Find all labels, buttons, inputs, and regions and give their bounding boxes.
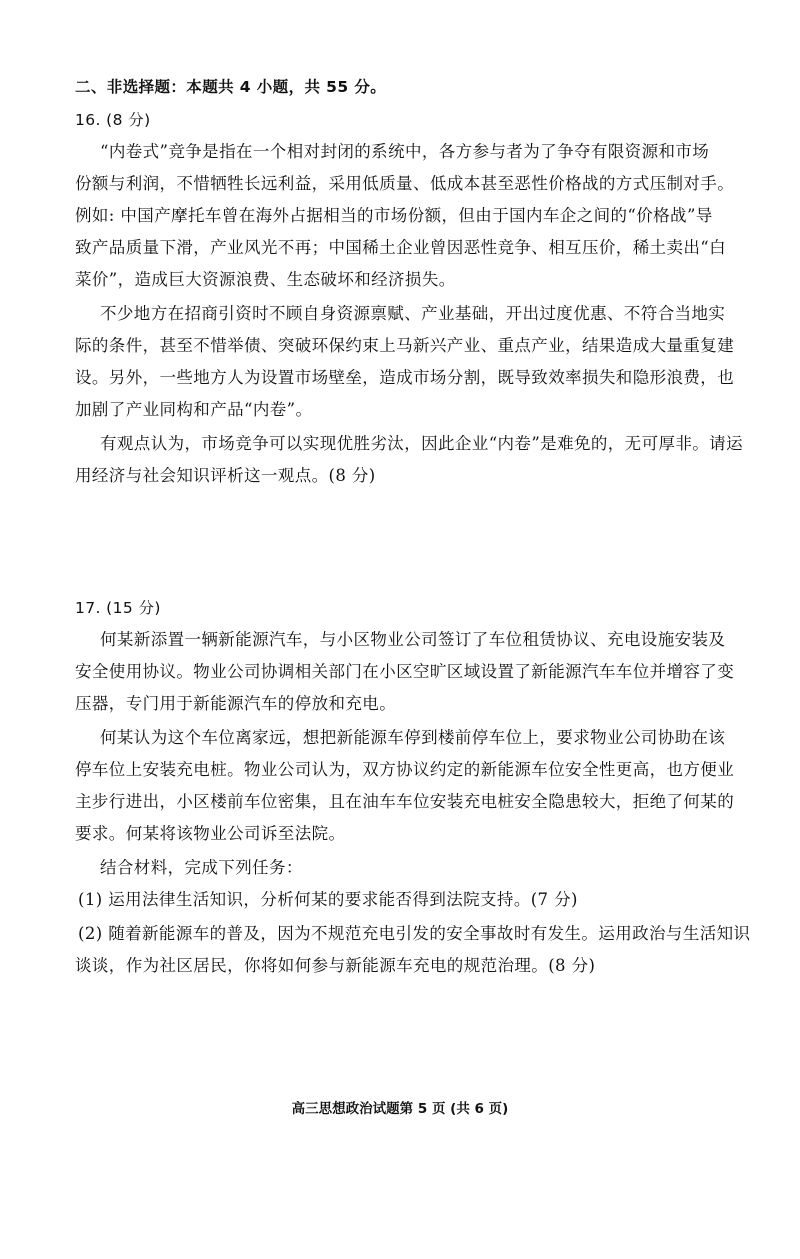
q16-paragraph-2-line-2: 际的条件，甚至不惜举债、突破环保约束上马新兴产业、重点产业，结果造成大量重复建 xyxy=(75,336,735,355)
q17-paragraph-2-line-2: 停车位上安装充电桩。物业公司认为，双方协议约定的新能源车位安全性更高，也方便业 xyxy=(75,760,735,779)
q16-paragraph-1-line-5: 菜价”，造成巨大资源浪费、生态破坏和经济损失。 xyxy=(75,270,456,289)
q16-paragraph-1-line-3: 例如: 中国产摩托车曾在海外占据相当的市场份额，但由于国内车企之间的“价格战”导 xyxy=(75,206,713,225)
page-footer: 高三思想政治试题第 5 页 (共 6 页) xyxy=(291,1101,509,1117)
q17-task-2-line-2: 谈谈，作为社区居民，你将如何参与新能源车充电的规范治理。(8 分) xyxy=(75,956,596,975)
q17-task-intro: 结合材料，完成下列任务： xyxy=(100,858,303,877)
q17-task-2-line-1: (2) 随着新能源车的普及，因为不规范充电引发的安全事故时有发生。运用政治与生活知识 xyxy=(78,924,751,943)
q16-question-line-1: 有观点认为，市场竞争可以实现优胜劣汰，因此企业“内卷”是难免的，无可厚非。请运 xyxy=(100,434,743,453)
q17-paragraph-1-line-2: 安全使用协议。物业公司协调相关部门在小区空旷区域设置了新能源汽车车位并增容了变 xyxy=(75,662,735,681)
q16-paragraph-2-line-3: 设。另外，一些地方人为设置市场壁垒，造成市场分割，既导致效率损失和隐形浪费，也 xyxy=(75,368,735,387)
q17-paragraph-2-line-4: 要求。何某将该物业公司诉至法院。 xyxy=(75,824,346,843)
q16-question-line-2: 用经济与社会知识评析这一观点。(8 分) xyxy=(75,466,376,485)
q17-paragraph-1-line-1: 何某新添置一辆新能源汽车，与小区物业公司签订了车位租赁协议、充电设施安装及 xyxy=(100,630,726,649)
question-17-number: 17. (15 分) xyxy=(75,599,161,617)
q17-paragraph-2-line-1: 何某认为这个车位离家远，想把新能源车停到楼前停车位上，要求物业公司协助在该 xyxy=(100,728,726,747)
q16-paragraph-2-line-1: 不少地方在招商引资时不顾自身资源禀赋、产业基础，开出过度优惠、不符合当地实 xyxy=(100,304,726,323)
q16-paragraph-1-line-1: “内卷式”竞争是指在一个相对封闭的系统中，各方参与者为了争夺有限资源和市场 xyxy=(100,142,710,161)
section-header: 二、非选择题：本题共 4 小题，共 55 分。 xyxy=(75,78,387,96)
q17-task-1: (1) 运用法律生活知识，分析何某的要求能否得到法院支持。(7 分) xyxy=(78,890,578,909)
q17-paragraph-2-line-3: 主步行进出，小区楼前车位密集，且在油车车位安装充电桩安全隐患较大，拒绝了何某的 xyxy=(75,792,735,811)
q16-paragraph-1-line-4: 致产品质量下滑，产业风光不再；中国稀土企业曾因恶性竞争、相互压价，稀土卖出“白 xyxy=(75,238,727,257)
q16-paragraph-1-line-2: 份额与利润，不惜牺牲长远利益，采用低质量、低成本甚至恶性价格战的方式压制对手。 xyxy=(75,174,735,193)
q16-paragraph-2-line-4: 加剧了产业同构和产品“内卷”。 xyxy=(75,400,313,419)
q17-paragraph-1-line-3: 压器，专门用于新能源汽车的停放和充电。 xyxy=(75,694,397,713)
question-16-number: 16. (8 分) xyxy=(75,111,151,129)
